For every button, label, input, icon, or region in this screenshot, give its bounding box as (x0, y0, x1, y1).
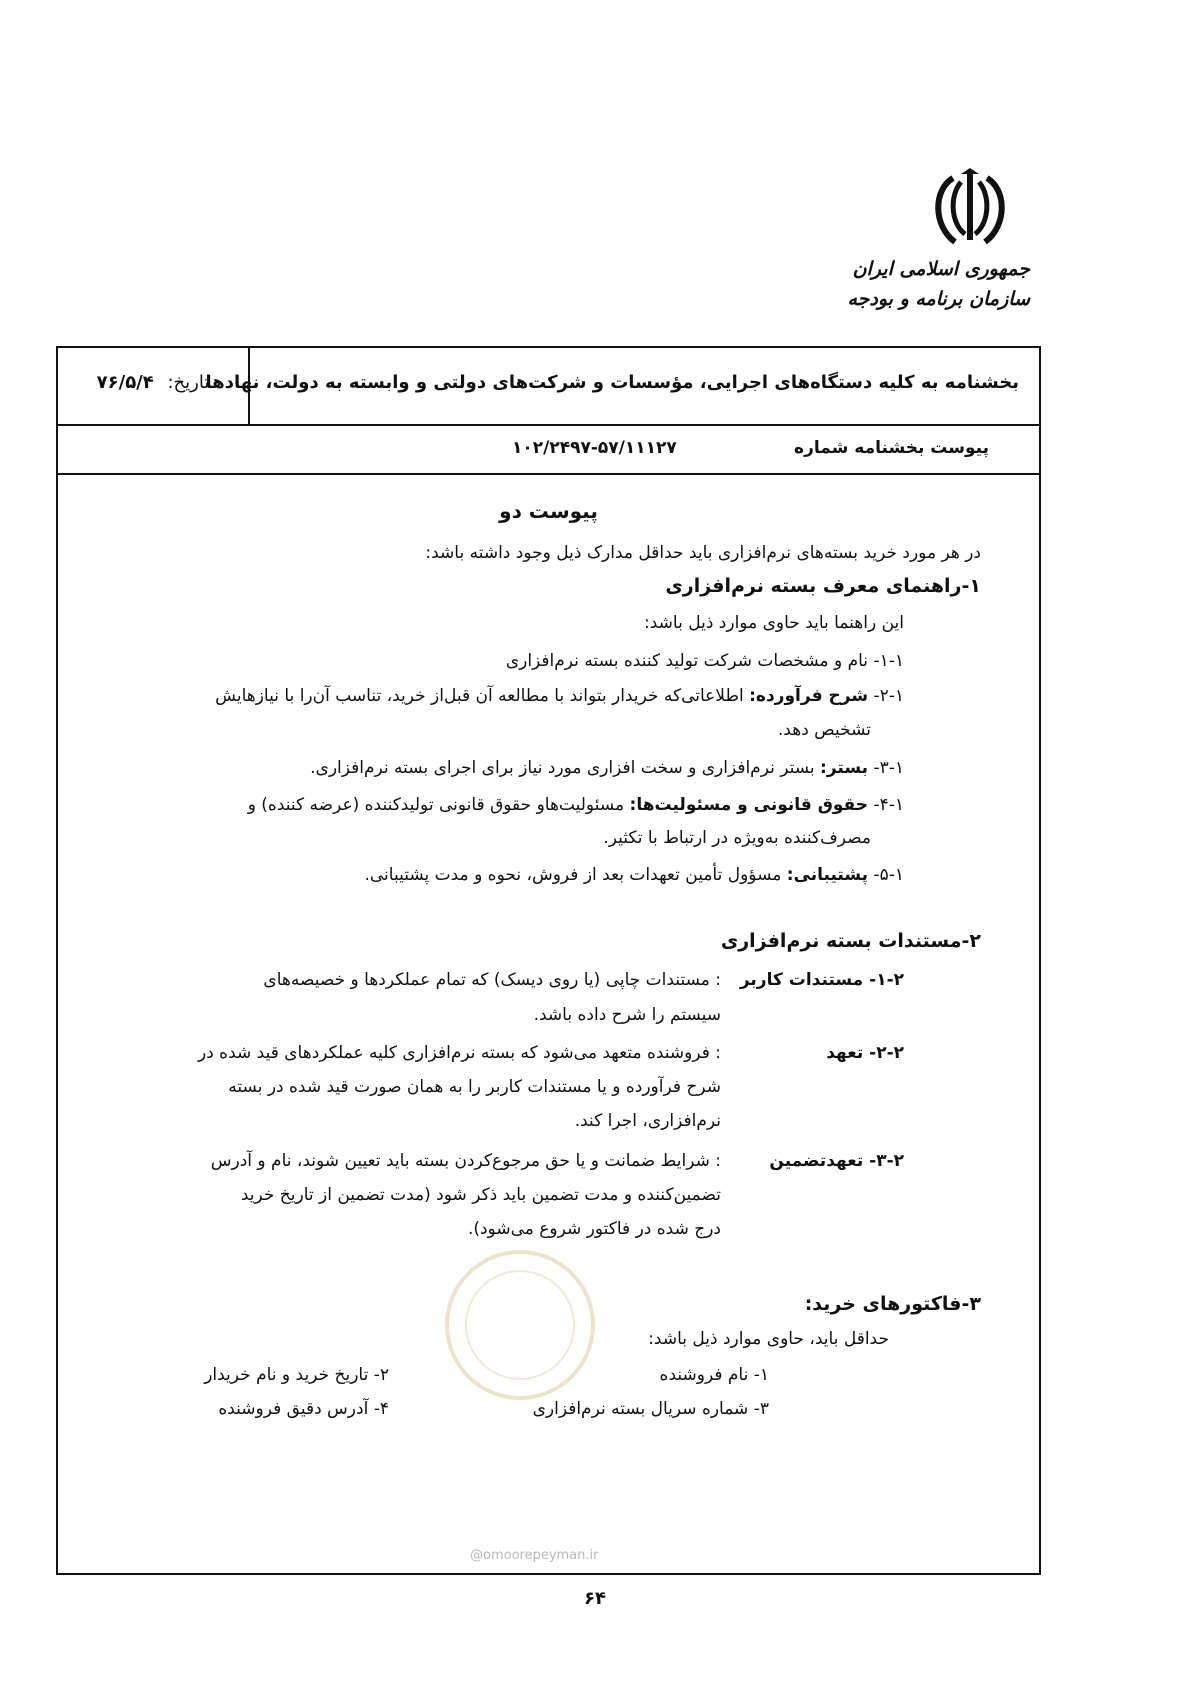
section2-item3-line3: درج شده در فاکتور شروع می‌شود). (467, 1219, 721, 1239)
annex-label: پیوست بخشنامه شماره (794, 438, 989, 458)
section2-heading: ۲-مستندات بسته نرم‌افزاری (720, 930, 981, 952)
date-label: تاریخ: (167, 372, 210, 393)
document-body (58, 473, 1039, 1573)
section1-heading: ۱-راهنمای معرف بسته نرم‌افزاری (665, 575, 981, 597)
watermark-url: @omoorepeyman.ir (470, 1548, 599, 1563)
watermark-seal-icon (445, 1250, 595, 1400)
date-value: ۷۶/۵/۴ (96, 372, 154, 393)
section1-item3 (310, 758, 904, 778)
header-row (58, 348, 1039, 426)
item4-number: ۴-۱- (873, 795, 904, 815)
section1-lead: این راهنما باید حاوی موارد ذیل باشد: (644, 613, 904, 633)
section2-item3-line2: تضمین‌کننده و مدت تضمین باید ذکر شود (مدت تضمین از تاریخ خرید (240, 1185, 721, 1205)
section3-item4: ۴- آدرس دقیق فروشنده (218, 1399, 389, 1419)
section2-item3-line1: : شرایط ضمانت و یا حق مرجوع‌کردن بسته باید تعیین شوند، نام و آدرس (210, 1151, 721, 1171)
item2-number: ۲-۱- (873, 686, 904, 706)
intro-text: در هر مورد خرید بسته‌های نرم‌افزاری باید حداقل مدارک ذیل وجود داشته باشد: (425, 543, 981, 563)
item2-text: اطلاعاتی‌که خریدار بتواند با مطالعه آن قبل‌از خرید، تناسب آن‌را با نیازهایش (215, 686, 744, 706)
item4-title: حقوق قانونی و مسئولیت‌ها: (629, 795, 869, 815)
section2-item1-label: ۱-۲- مستندات کاربر (739, 970, 904, 990)
section1-item2 (215, 686, 904, 706)
section3-item1: ۱- نام فروشنده (659, 1365, 769, 1385)
item2-title: شرح فرآورده: (749, 686, 869, 706)
document-title: پیوست دو (499, 499, 598, 523)
section1-item2-continued: تشخیص دهد. (777, 720, 871, 740)
item5-title: پشتیبانی: (786, 865, 869, 885)
section1-item5 (364, 865, 904, 885)
item5-number: ۵-۱- (873, 865, 904, 885)
section1-item1: ۱-۱- نام و مشخصات شرکت تولید کننده بسته نرم‌افزاری (505, 651, 904, 671)
section1-item4-continued: مصرف‌کننده به‌ویژه در ارتباط با تکثیر. (603, 828, 871, 848)
item3-title: بستر: (820, 758, 869, 778)
section2-item1-line1: : مستندات چاپی (یا روی دیسک) که تمام عملکردها و خصیصه‌های (263, 970, 721, 990)
logo-country-name: جمهوری اسلامی ایران (852, 258, 1030, 280)
circular-title: بخشنامه به کلیه دستگاه‌های اجرایی، مؤسسات و شرکت‌های دولتی و وابسته به دولت، نهادها (205, 372, 1019, 393)
section1-item4 (248, 795, 904, 815)
page-number: ۶۴ (584, 1588, 606, 1609)
item5-text: مسؤول تأمین تعهدات بعد از فروش، نحوه و مدت پشتیبانی. (364, 865, 782, 885)
section3-item2: ۲- تاریخ خرید و نام خریدار (204, 1365, 389, 1385)
section3-lead: حداقل باید، حاوی موارد ذیل باشد: (648, 1329, 889, 1349)
annex-number: ۱۰۲/۲۴۹۷-۵۷/۱۱۱۲۷ (512, 438, 677, 458)
logo-organization-name: سازمان برنامه و بودجه (847, 288, 1030, 310)
item4-text: مسئولیت‌هاو حقوق قانونی تولیدکننده (عرضه کننده) و (247, 795, 625, 815)
iran-emblem-icon (925, 168, 1015, 256)
section2-item2-line2: شرح فرآورده و یا مستندات کاربر را به همان صورت قید شده در بسته (228, 1077, 721, 1097)
annex-row (58, 424, 1039, 475)
item3-number: ۳-۱- (873, 758, 904, 778)
section2-item2-line3: نرم‌افزاری، اجرا کند. (574, 1111, 721, 1131)
item3-text: بستر نرم‌افزاری و سخت افزاری مورد نیاز برای اجرای بسته نرم‌افزاری. (310, 758, 815, 778)
section3-item3: ۳- شماره سریال بسته نرم‌افزاری (532, 1399, 769, 1419)
section2-item1-line2: سیستم را شرح داده باشد. (533, 1005, 721, 1025)
section2-item3-label: ۳-۲- تعهدتضمین (769, 1151, 904, 1171)
section2-item2-line1: : فروشنده متعهد می‌شود که بسته نرم‌افزاری کلیه عملکردهای قید شده در (198, 1043, 721, 1063)
section2-item2-label: ۲-۲- تعهد (826, 1043, 904, 1063)
section3-heading: ۳-فاکتورهای خرید: (804, 1293, 981, 1315)
date-cell (58, 372, 248, 393)
